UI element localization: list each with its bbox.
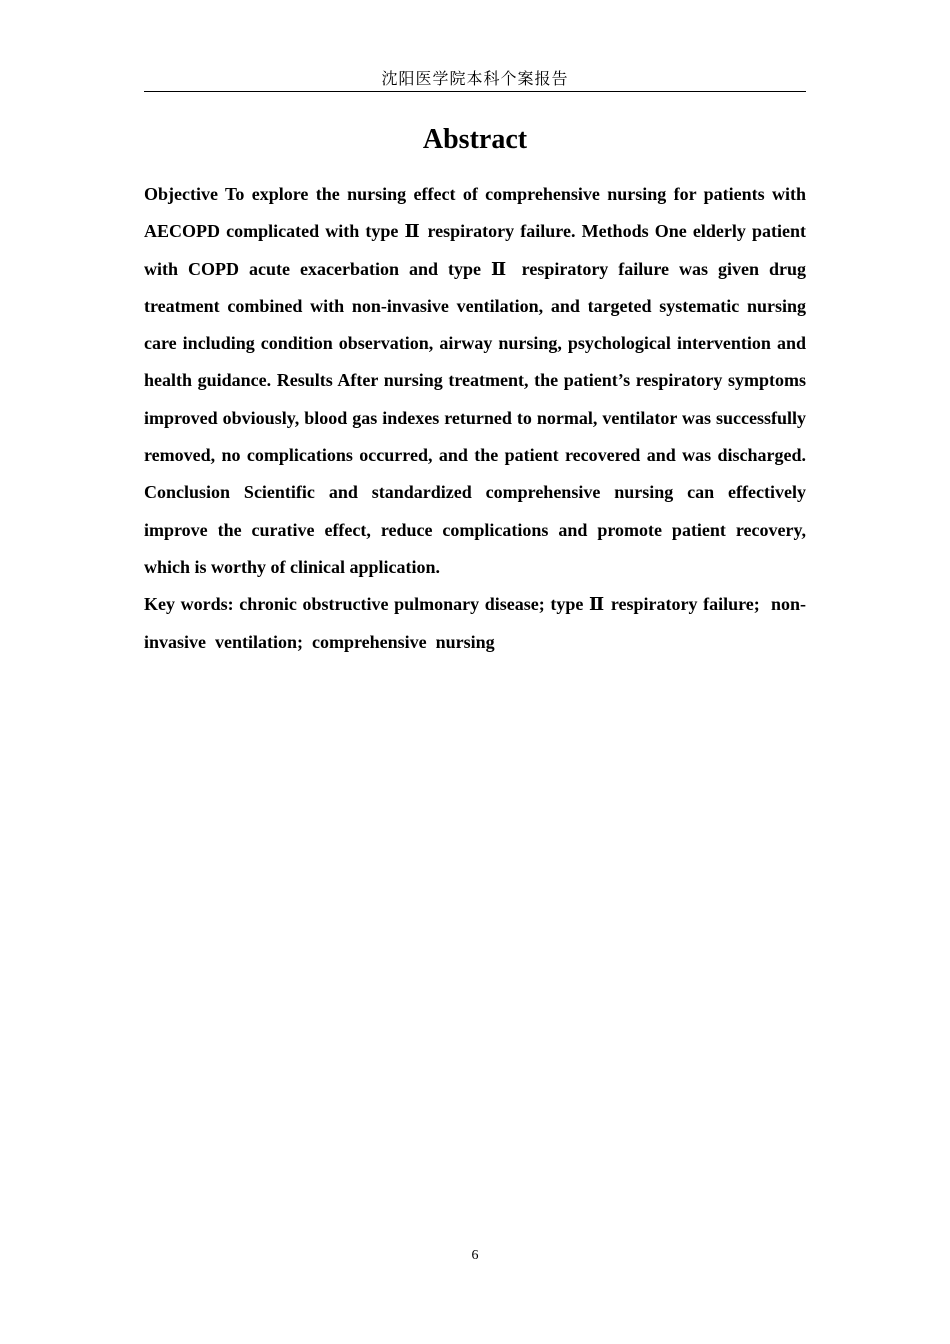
keywords-paragraph: Key words: chronic obstructive pulmonary disease; type Ⅱ respiratory failure; non-invasive ventilation; comprehensive nursing	[144, 594, 806, 652]
abstract-paragraph: Objective To explore the nursing effect of comprehensive nursing for patients with AECOPD complicated with type Ⅱ respiratory failure. Methods One elderly patient with COPD acute exacerbation and type Ⅱ respiratory failure was given drug treatment combined with non-invasive ventilation, and targeted systematic nursing care including condition observation, airway nursing, psychological intervention and health guidance. Results After nursing treatment, the patient’s respiratory symptoms improved obviously, blood gas indexes returned to normal, ventilator was successfully removed, no complications occurred, and the patient recovered and was discharged. Conclusion Scientific and standardized comprehensive nursing can effectively improve the curative effect, reduce complications and promote patient recovery, which is worthy of clinical application.	[144, 184, 806, 577]
running-header: 沈阳医学院本科个案报告	[381, 69, 569, 88]
abstract-section	[144, 176, 806, 661]
page-number: 6	[471, 1248, 479, 1263]
abstract-title: Abstract	[422, 124, 528, 155]
header-rule	[144, 91, 806, 92]
